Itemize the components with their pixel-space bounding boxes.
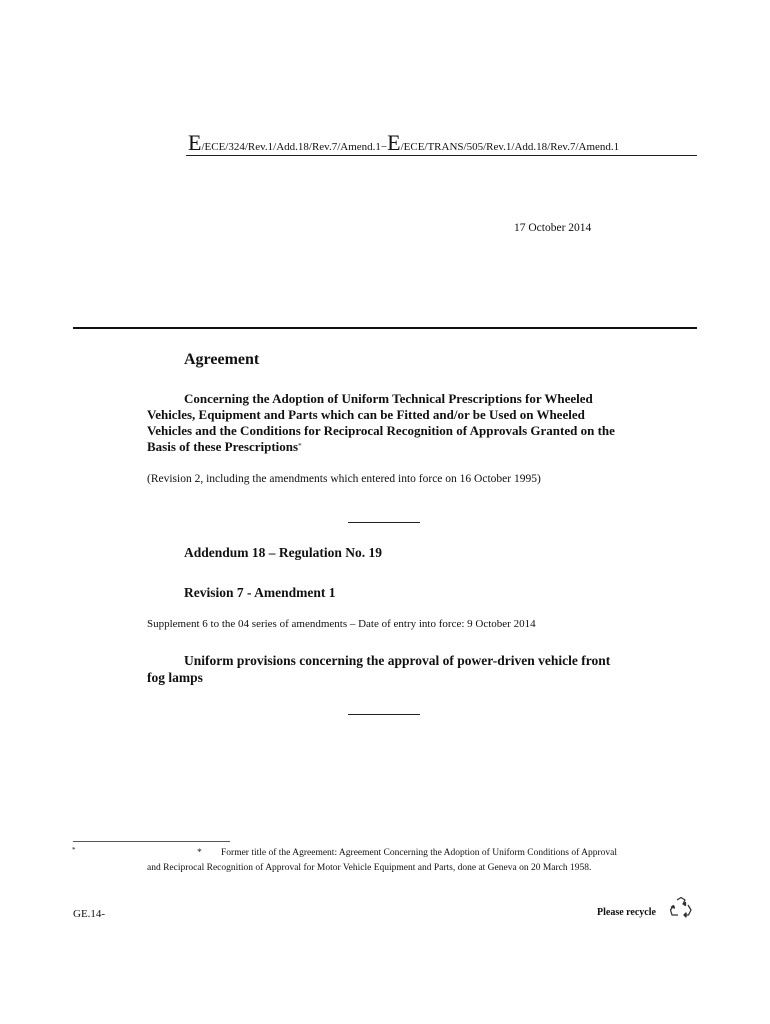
symbol-letter-1: E <box>188 130 202 155</box>
symbol-text-2: /ECE/TRANS/505/Rev.1/Add.18/Rev.7/Amend.1 <box>400 141 620 153</box>
regulation-title: Uniform provisions concerning the approval of power-driven vehicle front fog lamps <box>147 653 611 685</box>
addendum-title: Addendum 18 – Regulation No. 19 <box>184 545 383 560</box>
footnote-star: * <box>197 848 202 858</box>
supplement-note: Supplement 6 to the 04 series of amendments – Date of entry into force: 9 October 2014 <box>147 618 536 630</box>
agreement-subtitle <box>147 391 627 455</box>
recycle-label: Please recycle <box>597 907 656 918</box>
footnote-marker: * <box>72 846 76 854</box>
symbol-letter-2: E <box>387 130 401 155</box>
revision-title: Revision 7 - Amendment 1 <box>184 585 336 600</box>
revision-note: (Revision 2, including the amendments which entered into force on 16 October 1995) <box>147 473 541 485</box>
footnote-reference: * <box>298 442 302 450</box>
recycle-icon <box>668 896 694 920</box>
document-date: 17 October 2014 <box>514 222 592 234</box>
header-divider <box>186 155 697 156</box>
footnote-divider <box>73 841 230 842</box>
section-divider <box>73 327 697 329</box>
footnote <box>147 846 627 876</box>
short-divider <box>348 714 420 715</box>
agreement-title: Agreement <box>184 351 260 368</box>
job-number: GE.14- <box>73 908 106 920</box>
short-divider <box>348 522 420 523</box>
symbol-separator: − <box>380 141 388 153</box>
footnote-text: Former title of the Agreement: Agreement Concerning the Adoption of Uniform Conditions of Approval and Reciprocal Recognition of Approval for Motor Vehicle Equipment and Parts, done at Geneva on 20 March 1958. <box>147 848 618 873</box>
agreement-subtitle-text: Concerning the Adoption of Uniform Technical Prescriptions for Wheeled Vehicles, Equipment and Parts which can be Fitted and/or be Used on Wheeled Vehicles and the Conditions for Reciprocal Recognition of Approvals Granted on the Basis of these Prescriptions <box>147 391 615 454</box>
symbol-text-1: /ECE/324/Rev.1/Add.18/Rev.7/Amend.1 <box>201 141 381 153</box>
